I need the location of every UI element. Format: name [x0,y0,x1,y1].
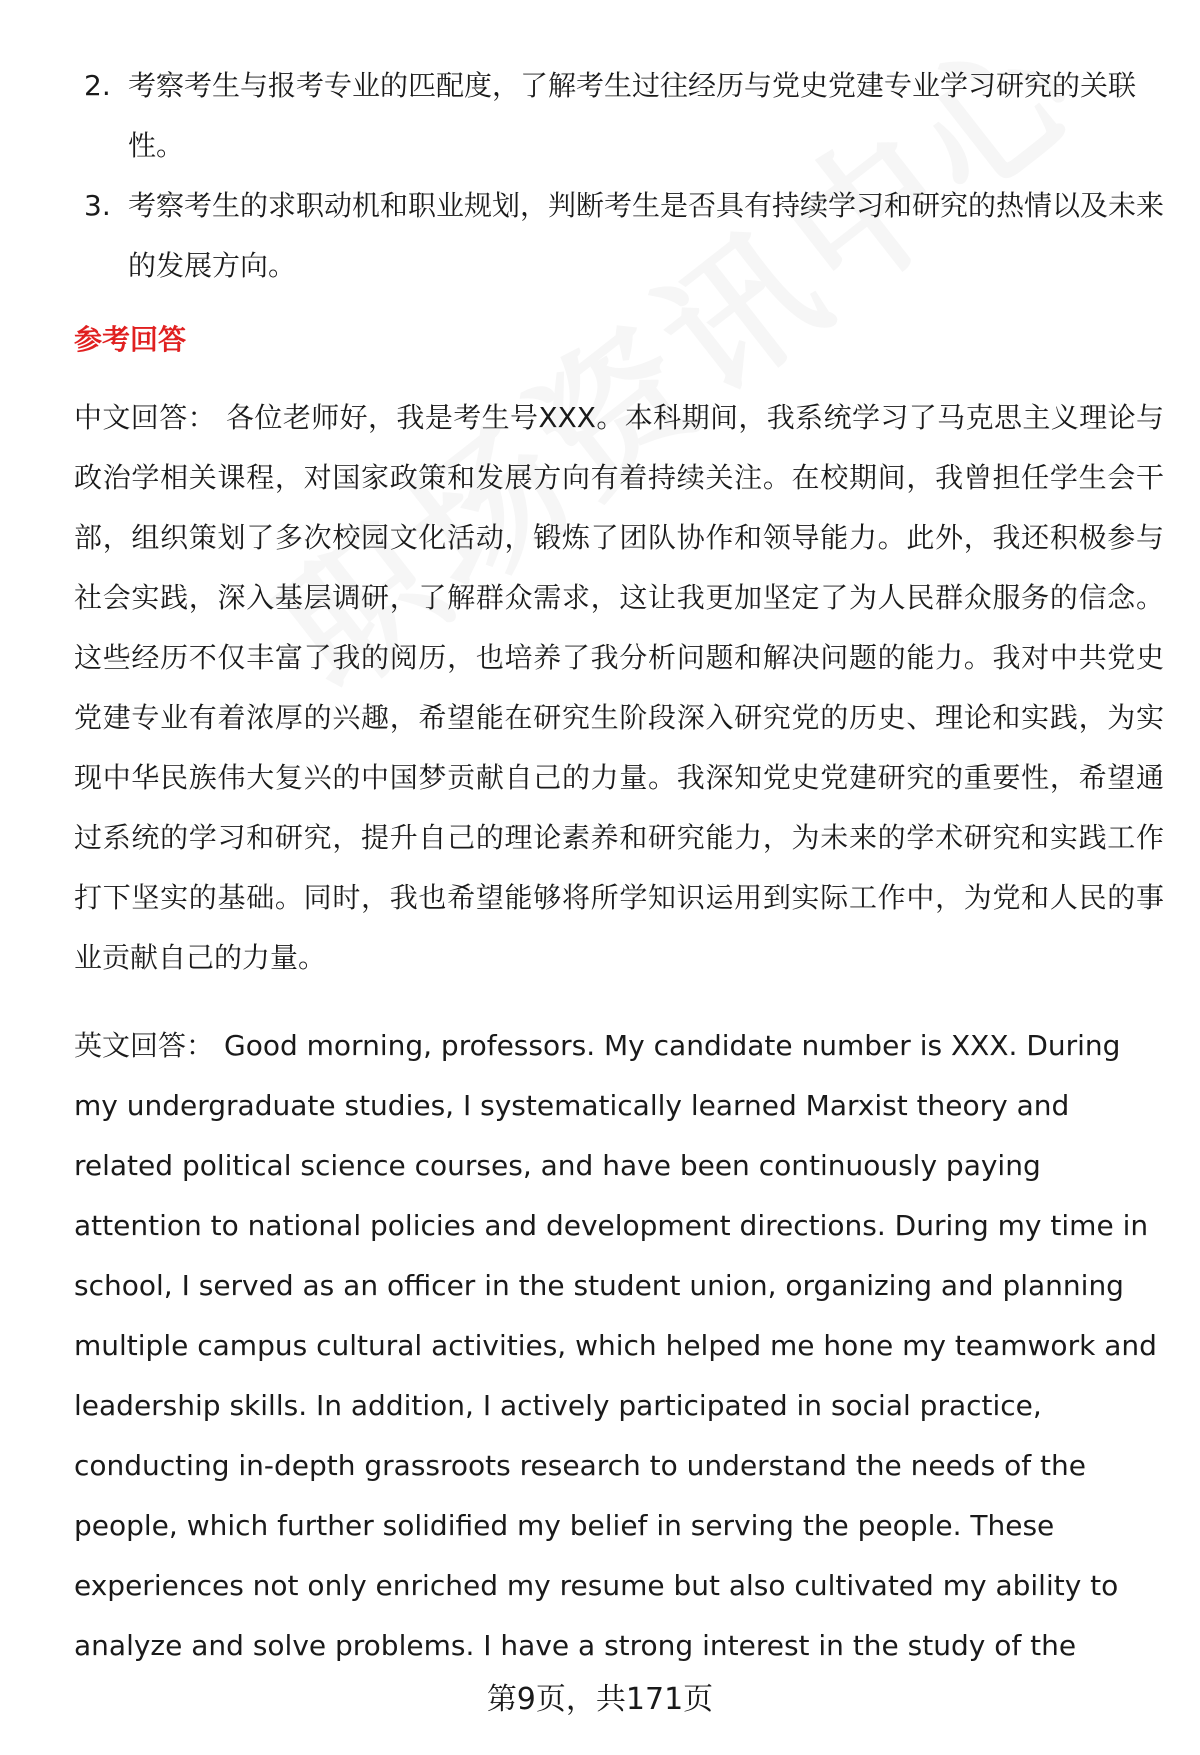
chinese-answer-text: 各位老师好，我是考生号XXX。本科期间，我系统学习了马克思主义理论与政治学相关课程，对国家政策和发展方向有着持续关注。在校期间，我曾担任学生会干部，组织策划了多次校园文化活动，锻炼了团队协作和领导能力。此外，我还积极参与社会实践，深入基层调研，了解群众需求，这让我更加坚定了为人民群众服务的信念。这些经历不仅丰富了我的阅历，也培养了我分析问题和解决问题的能力。我对中共党史党建专业有着浓厚的兴趣，希望能在研究生阶段深入研究党的历史、理论和实践，为实现中华民族伟大复兴的中国梦贡献自己的力量。我深知党史党建研究的重要性，希望通过系统的学习和研究，提升自己的理论素养和研究能力，为未来的学术研究和实践工作打下坚实的基础。同时，我也希望能够将所学知识运用到实际工作中，为党和人民的事业贡献自己的力量。 [74,401,1164,974]
page-content [74,56,1164,1676]
reference-heading: 参考回答 [74,323,187,356]
english-answer-label: 英文回答： [74,1029,215,1062]
list-item-3 [74,176,1164,296]
list-text: 考察考生的求职动机和职业规划，判断考生是否具有持续学习和研究的热情以及未来的发展方向。 [128,189,1165,282]
chinese-answer-label: 中文回答： [74,401,217,434]
list-number: 2. [84,69,111,102]
english-answer-text: Good morning, professors. My candidate number is XXX. During my undergraduate studies, I systematically learned Marxist theory and related political science courses, and have been continuously paying attention to national policies and development directions. During my time in school, I served as an officer in the student union, organizing and planning multiple campus cultural activities, which helped me hone my teamwork and leadership skills. In addition, I actively participated in social practice, conducting in-depth grassroots research to understand the needs of the people, which further solidified my belief in serving the people. These experiences not only enriched my resume but also cultivated my ability to analyze and solve problems. I have a strong interest in the study of the [74,1029,1157,1662]
page-footer: 第9页，共171页 [486,1682,714,1717]
list-text: 考察考生与报考专业的匹配度，了解考生过往经历与党史党建专业学习研究的关联性。 [128,69,1137,162]
list-number: 3. [84,189,111,222]
list-item-2 [74,56,1164,176]
english-answer [74,1016,1164,1676]
chinese-answer [74,388,1164,988]
